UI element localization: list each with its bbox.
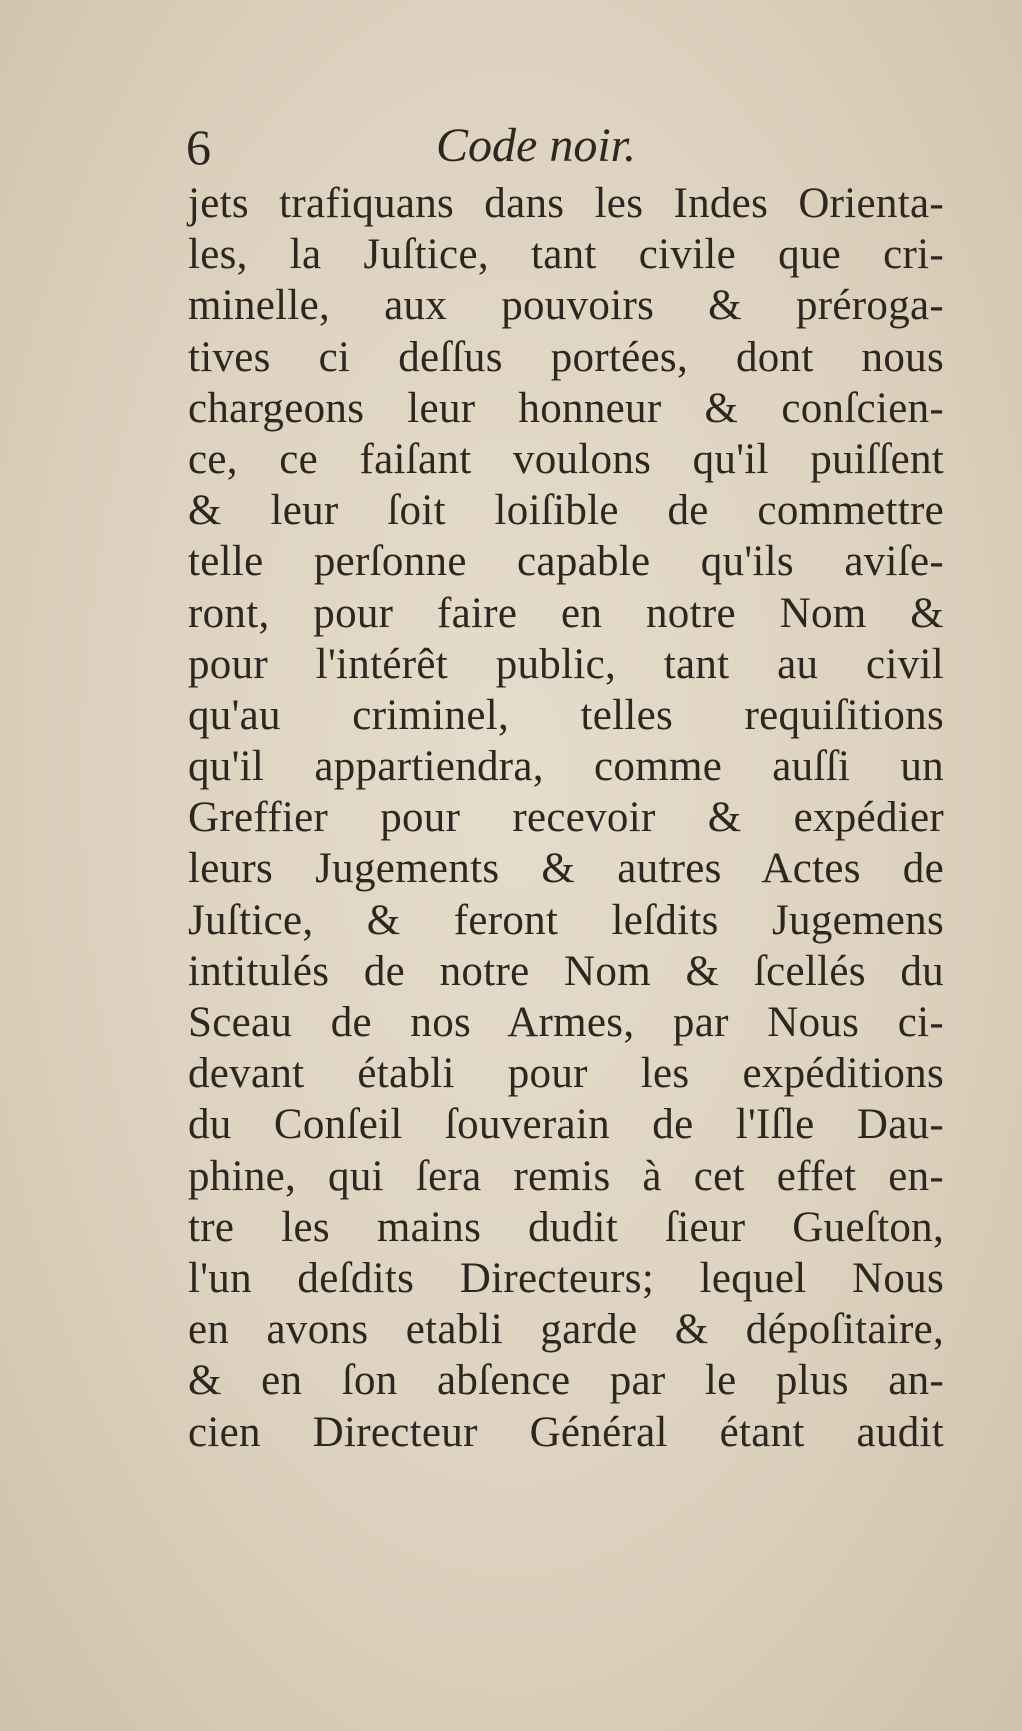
text-line: jets trafiquans dans les Indes Orienta- bbox=[188, 180, 944, 227]
text-line: leurs Jugements & autres Actes de bbox=[188, 845, 944, 893]
text-line: tre les mains dudit ſieur Gueſton, bbox=[188, 1203, 944, 1251]
text-line: telle perſonne capable qu'ils aviſe- bbox=[188, 538, 944, 586]
text-line: cien Directeur Général étant audit bbox=[188, 1408, 944, 1456]
text-line: ront, pour faire en notre Nom & bbox=[188, 589, 944, 637]
text-line: pour l'intérêt public, tant au civil bbox=[188, 640, 944, 688]
text-line: & leur ſoit loiſible de commettre bbox=[188, 487, 944, 535]
text-line: phine, qui ſera remis à cet effet en- bbox=[188, 1152, 944, 1200]
text-line: minelle, aux pouvoirs & préroga- bbox=[188, 282, 944, 330]
text-line: Greffier pour recevoir & expédier bbox=[188, 794, 944, 842]
text-line: & en ſon abſence par le plus an- bbox=[188, 1357, 944, 1405]
text-line: chargeons leur honneur & conſcien- bbox=[188, 384, 944, 432]
text-line: en avons etabli garde & dépoſitaire, bbox=[188, 1306, 944, 1354]
text-line: du Conſeil ſouverain de l'Iſle Dau- bbox=[188, 1101, 944, 1149]
text-line: intitulés de notre Nom & ſcellés du bbox=[188, 947, 944, 995]
text-line: qu'au criminel, telles requiſitions bbox=[188, 691, 944, 739]
text-line: Juſtice, & feront leſdits Jugemens bbox=[188, 896, 944, 944]
text-line: tives ci deſſus portées, dont nous bbox=[188, 333, 944, 381]
text-line: ce, ce faiſant voulons qu'il puiſſent bbox=[188, 435, 944, 483]
body-text bbox=[188, 178, 944, 1458]
text-line: l'un deſdits Directeurs; lequel Nous bbox=[188, 1254, 944, 1302]
page-header bbox=[186, 118, 686, 178]
text-line: qu'il appartiendra, comme auſſi un bbox=[188, 743, 944, 791]
running-title: Code noir. bbox=[436, 119, 637, 172]
text-line: devant établi pour les expéditions bbox=[188, 1050, 944, 1098]
page-number: 6 bbox=[186, 119, 211, 175]
text-line: les, la Juſtice, tant civile que cri- bbox=[188, 231, 944, 279]
text-line: Sceau de nos Armes, par Nous ci- bbox=[188, 999, 944, 1046]
